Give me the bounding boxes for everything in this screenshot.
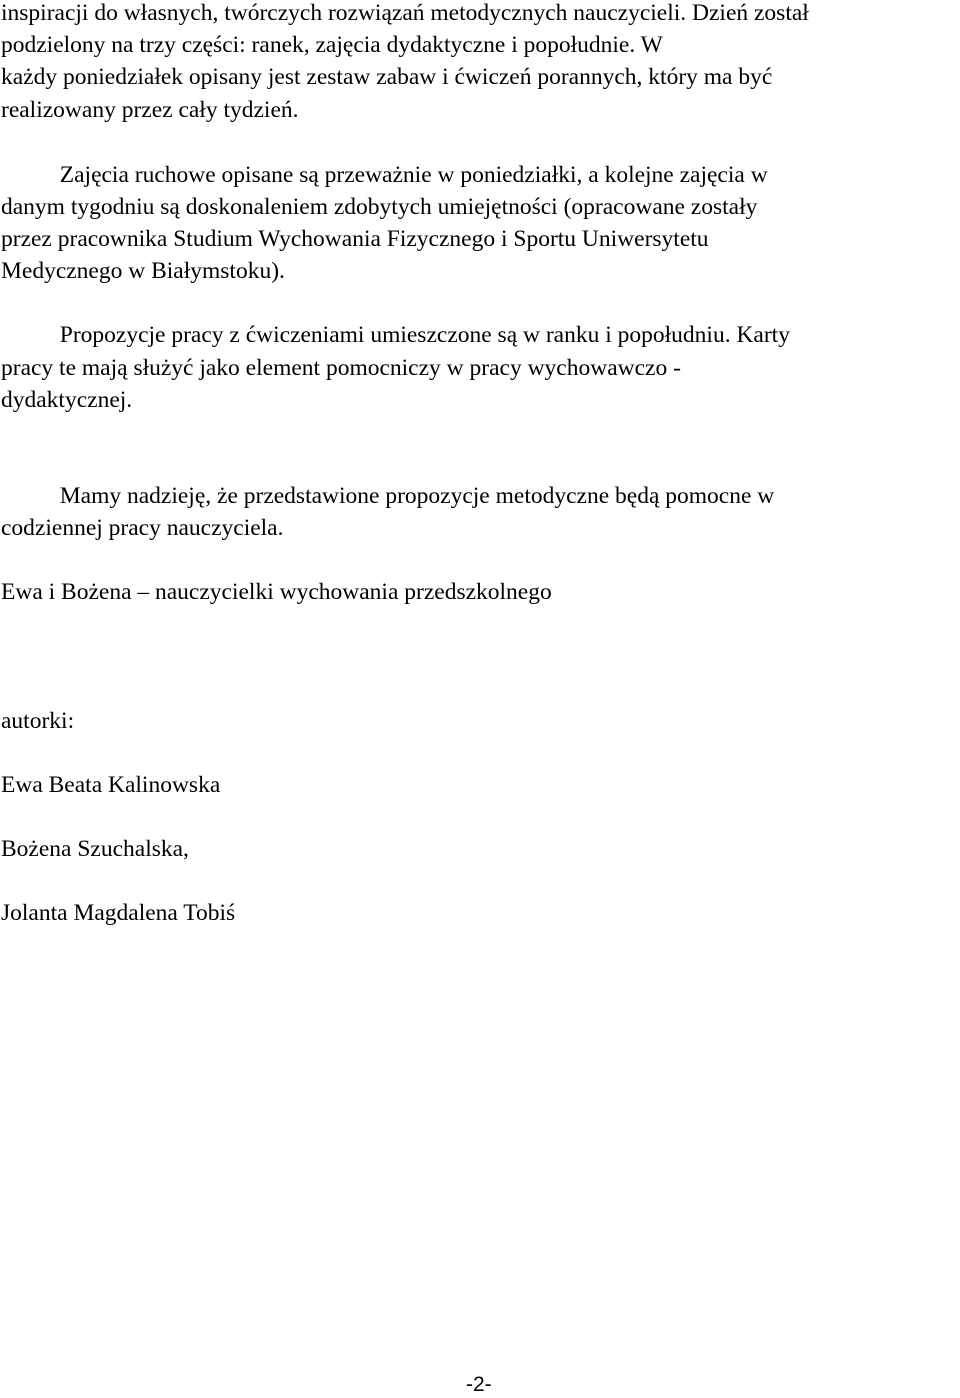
paragraph-2-line-1: Zajęcia ruchowe opisane są przeważnie w poniedziałki, a kolejne zajęcia w xyxy=(1,162,768,188)
paragraph-1-line-4: realizowany przez cały tydzień. xyxy=(1,97,299,123)
signature-line: Ewa i Bożena – nauczycielki wychowania przedszkolnego xyxy=(1,579,552,605)
paragraph-2-line-2: danym tygodniu są doskonaleniem zdobytych umiejętności (opracowane zostały xyxy=(1,194,758,220)
paragraph-1-line-2: podzielony na trzy części: ranek, zajęcia dydaktyczne i popołudnie. W xyxy=(1,32,663,58)
page-number: -2- xyxy=(466,1373,492,1396)
author-2: Bożena Szuchalska, xyxy=(1,836,189,862)
paragraph-2-line-3: przez pracownika Studium Wychowania Fizycznego i Sportu Uniwersytetu xyxy=(1,226,709,252)
paragraph-3-line-3: dydaktycznej. xyxy=(1,387,133,413)
paragraph-3-line-1: Propozycje pracy z ćwiczeniami umieszczone są w ranku i popołudniu. Karty xyxy=(1,322,790,348)
author-1: Ewa Beata Kalinowska xyxy=(1,772,221,798)
author-3: Jolanta Magdalena Tobiś xyxy=(1,900,236,926)
authors-label: autorki: xyxy=(1,708,75,734)
paragraph-3-line-2: pracy te mają służyć jako element pomocniczy w pracy wychowawczo - xyxy=(1,355,681,381)
paragraph-1-line-3: każdy poniedziałek opisany jest zestaw zabaw i ćwiczeń porannych, który ma być xyxy=(1,64,773,90)
paragraph-4-line-2: codziennej pracy nauczyciela. xyxy=(1,515,284,541)
paragraph-2-line-4: Medycznego w Białymstoku). xyxy=(1,258,285,284)
paragraph-4-line-1: Mamy nadzieję, że przedstawione propozycje metodyczne będą pomocne w xyxy=(1,483,775,509)
paragraph-1-line-1: inspiracji do własnych, twórczych rozwiązań metodycznych nauczycieli. Dzień został xyxy=(1,0,809,26)
